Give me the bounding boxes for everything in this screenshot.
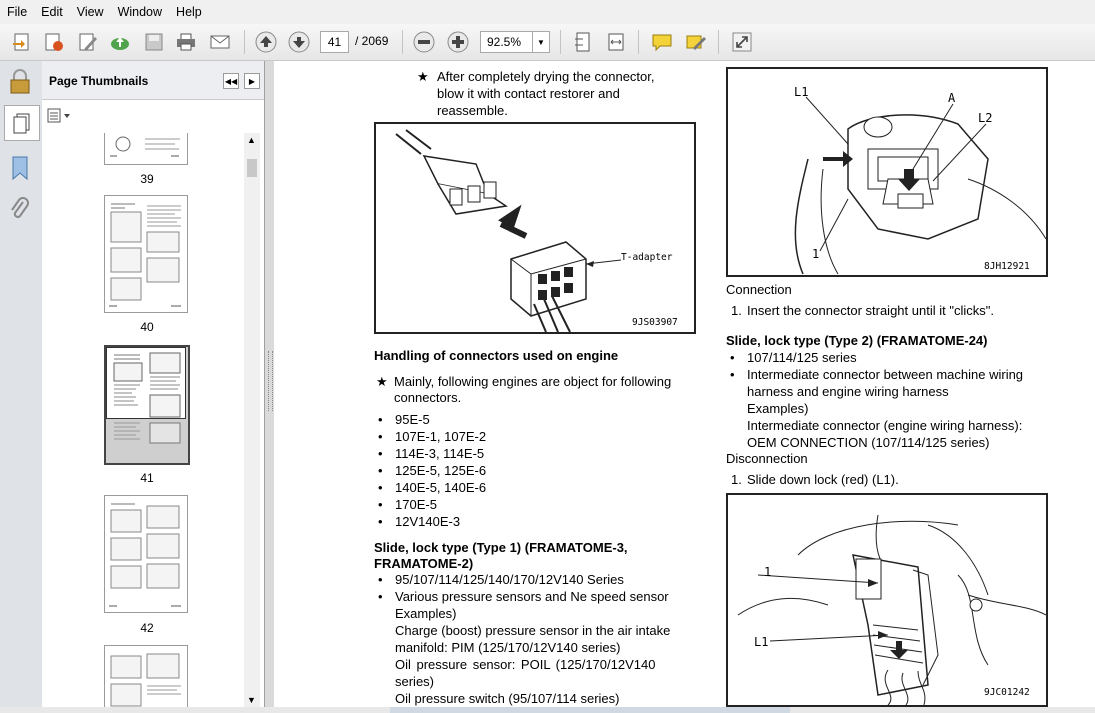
engine-item: 140E-5, 140E-6 (395, 480, 487, 495)
thumbnail-page[interactable] (104, 195, 188, 313)
print-icon[interactable] (174, 30, 198, 54)
horizontal-scrollbar[interactable] (0, 707, 1095, 713)
paragraph-line: harness and engine wiring harness (747, 384, 949, 399)
callout-label: A (948, 91, 956, 105)
fit-page-icon[interactable] (571, 30, 595, 54)
highlight-icon[interactable] (684, 30, 708, 54)
bullet-dot: • (378, 480, 383, 495)
paragraph-line: Charge (boost) pressure sensor in the air intake (395, 623, 671, 638)
bullet-dot: • (378, 514, 383, 529)
thumbnail-label: 41 (140, 471, 154, 485)
fit-width-icon[interactable] (604, 30, 628, 54)
step-text: Slide down lock (red) (L1). (747, 472, 899, 487)
bullet-dot: • (378, 429, 383, 444)
paragraph-line: connectors. (394, 390, 462, 405)
email-icon[interactable] (208, 30, 232, 54)
collapse-pane-icon[interactable]: ◀◀ (223, 73, 239, 89)
save-icon[interactable] (142, 30, 166, 54)
page-up-icon[interactable] (254, 30, 278, 54)
thumbnail-page[interactable] (104, 645, 188, 709)
figure-connector-lock (726, 67, 1048, 277)
step-text: Insert the connector straight until it "clicks". (747, 303, 994, 318)
engine-item: 170E-5 (395, 497, 437, 512)
scroll-down-icon[interactable]: ▼ (247, 695, 256, 705)
zoom-select[interactable] (480, 31, 550, 53)
paragraph-line: Oil pressure switch (95/107/114 series) (395, 691, 620, 706)
section-heading: Slide, lock type (Type 2) (FRAMATOME-24) (726, 333, 988, 348)
page-total: / 2069 (355, 34, 389, 48)
toolbar (0, 24, 1095, 61)
thumbnail-page[interactable] (104, 495, 188, 613)
subheading: Disconnection (726, 451, 808, 466)
pages-panel-icon[interactable] (4, 105, 40, 141)
thumbnails-tools (42, 100, 264, 130)
figure-code: 9JS03907 (632, 317, 678, 328)
bullet-text: 95/107/114/125/140/170/12V140 Series (395, 572, 624, 587)
bullet-dot: • (378, 412, 383, 427)
step-number: 1. (731, 303, 742, 318)
lock-icon[interactable] (8, 69, 32, 98)
engine-item: 12V140E-3 (395, 514, 461, 529)
bullet-dot: • (378, 446, 383, 461)
paragraph-line: Intermediate connector (engine wiring harness): (747, 418, 1023, 433)
star-bullet: ★ (376, 374, 388, 389)
pane-splitter[interactable] (265, 61, 274, 713)
page-down-icon[interactable] (287, 30, 311, 54)
menu-view[interactable]: View (76, 5, 104, 19)
zoom-out-icon[interactable] (412, 30, 436, 54)
callout-label: 1 (764, 565, 772, 579)
figure-t-adapter (374, 122, 696, 334)
expand-icon[interactable] (730, 30, 754, 54)
paragraph-line: series) (395, 674, 435, 689)
bullet-dot: • (378, 572, 383, 587)
thumbnail-page[interactable] (104, 133, 188, 165)
edit-icon[interactable] (76, 30, 100, 54)
options-menu-icon[interactable] (47, 108, 73, 124)
bullet-text: Intermediate connector between machine wiring (747, 367, 1024, 382)
paragraph-line: Examples) (747, 401, 809, 416)
create-pdf-icon[interactable] (10, 30, 34, 54)
intro-line: reassemble. (437, 103, 508, 118)
engine-item: 95E-5 (395, 412, 430, 427)
engine-item: 114E-3, 114E-5 (395, 446, 485, 461)
paragraph-line: Oil pressure sensor: POIL (125/170/12V140 (395, 657, 656, 672)
engine-item: 125E-5, 125E-6 (395, 463, 487, 478)
paragraph-line: Mainly, following engines are object for following (394, 374, 672, 389)
figure-code: 9JC01242 (984, 687, 1030, 698)
callout-label: L2 (978, 111, 993, 125)
step-number: 1. (731, 472, 742, 487)
chevron-down-icon[interactable]: ▼ (532, 32, 549, 52)
zoom-value: 92.5% (487, 35, 522, 49)
star-bullet: ★ (417, 69, 429, 84)
export-icon[interactable] (42, 30, 66, 54)
thumbnail-scrollbar[interactable] (244, 133, 260, 709)
thumbnails-pane (42, 61, 265, 713)
menu-window[interactable]: Window (117, 5, 163, 19)
thumbnail-label: 42 (140, 621, 154, 635)
subheading: Connection (726, 282, 792, 297)
thumbnail-page-selected[interactable] (104, 345, 190, 465)
paragraph-line: OEM CONNECTION (107/114/125 series) (747, 435, 990, 450)
figure-code: 8JH12921 (984, 261, 1030, 272)
paragraph-line: manifold: PIM (125/170/12V140 series) (395, 640, 621, 655)
bullet-dot: • (378, 589, 383, 604)
thumbnails-title: Page Thumbnails (49, 74, 149, 88)
callout-label: L1 (754, 635, 769, 649)
bullet-dot: • (730, 350, 735, 365)
attachment-icon[interactable] (9, 197, 31, 226)
bullet-text: 107/114/125 series (747, 350, 857, 365)
scroll-thumb[interactable] (247, 159, 257, 177)
bullet-text: Various pressure sensors and Ne speed sensor (395, 589, 669, 604)
callout-label: 1 (812, 247, 820, 261)
bookmark-icon[interactable] (9, 155, 31, 184)
menu-help[interactable]: Help (176, 5, 202, 19)
close-pane-icon[interactable]: ▶ (244, 73, 260, 89)
thumbnails-header (42, 61, 264, 100)
engine-item: 107E-1, 107E-2 (395, 429, 487, 444)
paragraph-line: Examples) (395, 606, 457, 621)
menu-bar (0, 0, 1095, 24)
thumbnail-label: 39 (140, 172, 154, 186)
intro-line: blow it with contact restorer and (437, 86, 620, 101)
callout-label: L1 (794, 85, 809, 99)
bullet-dot: • (378, 497, 383, 512)
section-heading: FRAMATOME-2) (374, 556, 474, 571)
scroll-up-icon[interactable]: ▲ (247, 135, 256, 145)
section-heading: Handling of connectors used on engine (374, 348, 619, 363)
intro-line: After completely drying the connector, (437, 69, 655, 84)
document-view (275, 61, 1095, 707)
thumbnail-label: 40 (140, 320, 154, 334)
page-number-input[interactable]: 41 (320, 31, 349, 53)
bullet-dot: • (378, 463, 383, 478)
figure-label: T-adapter (621, 252, 673, 263)
zoom-in-icon[interactable] (446, 30, 470, 54)
bullet-dot: • (730, 367, 735, 382)
upload-cloud-icon[interactable] (108, 30, 132, 54)
menu-edit[interactable]: Edit (41, 5, 63, 19)
comment-icon[interactable] (650, 30, 674, 54)
section-heading: Slide, lock type (Type 1) (FRAMATOME-3, (374, 540, 628, 555)
figure-slide-lock (726, 493, 1048, 707)
menu-file[interactable]: File (7, 5, 28, 19)
left-rail (0, 61, 43, 713)
thumbnail-list (46, 133, 240, 709)
